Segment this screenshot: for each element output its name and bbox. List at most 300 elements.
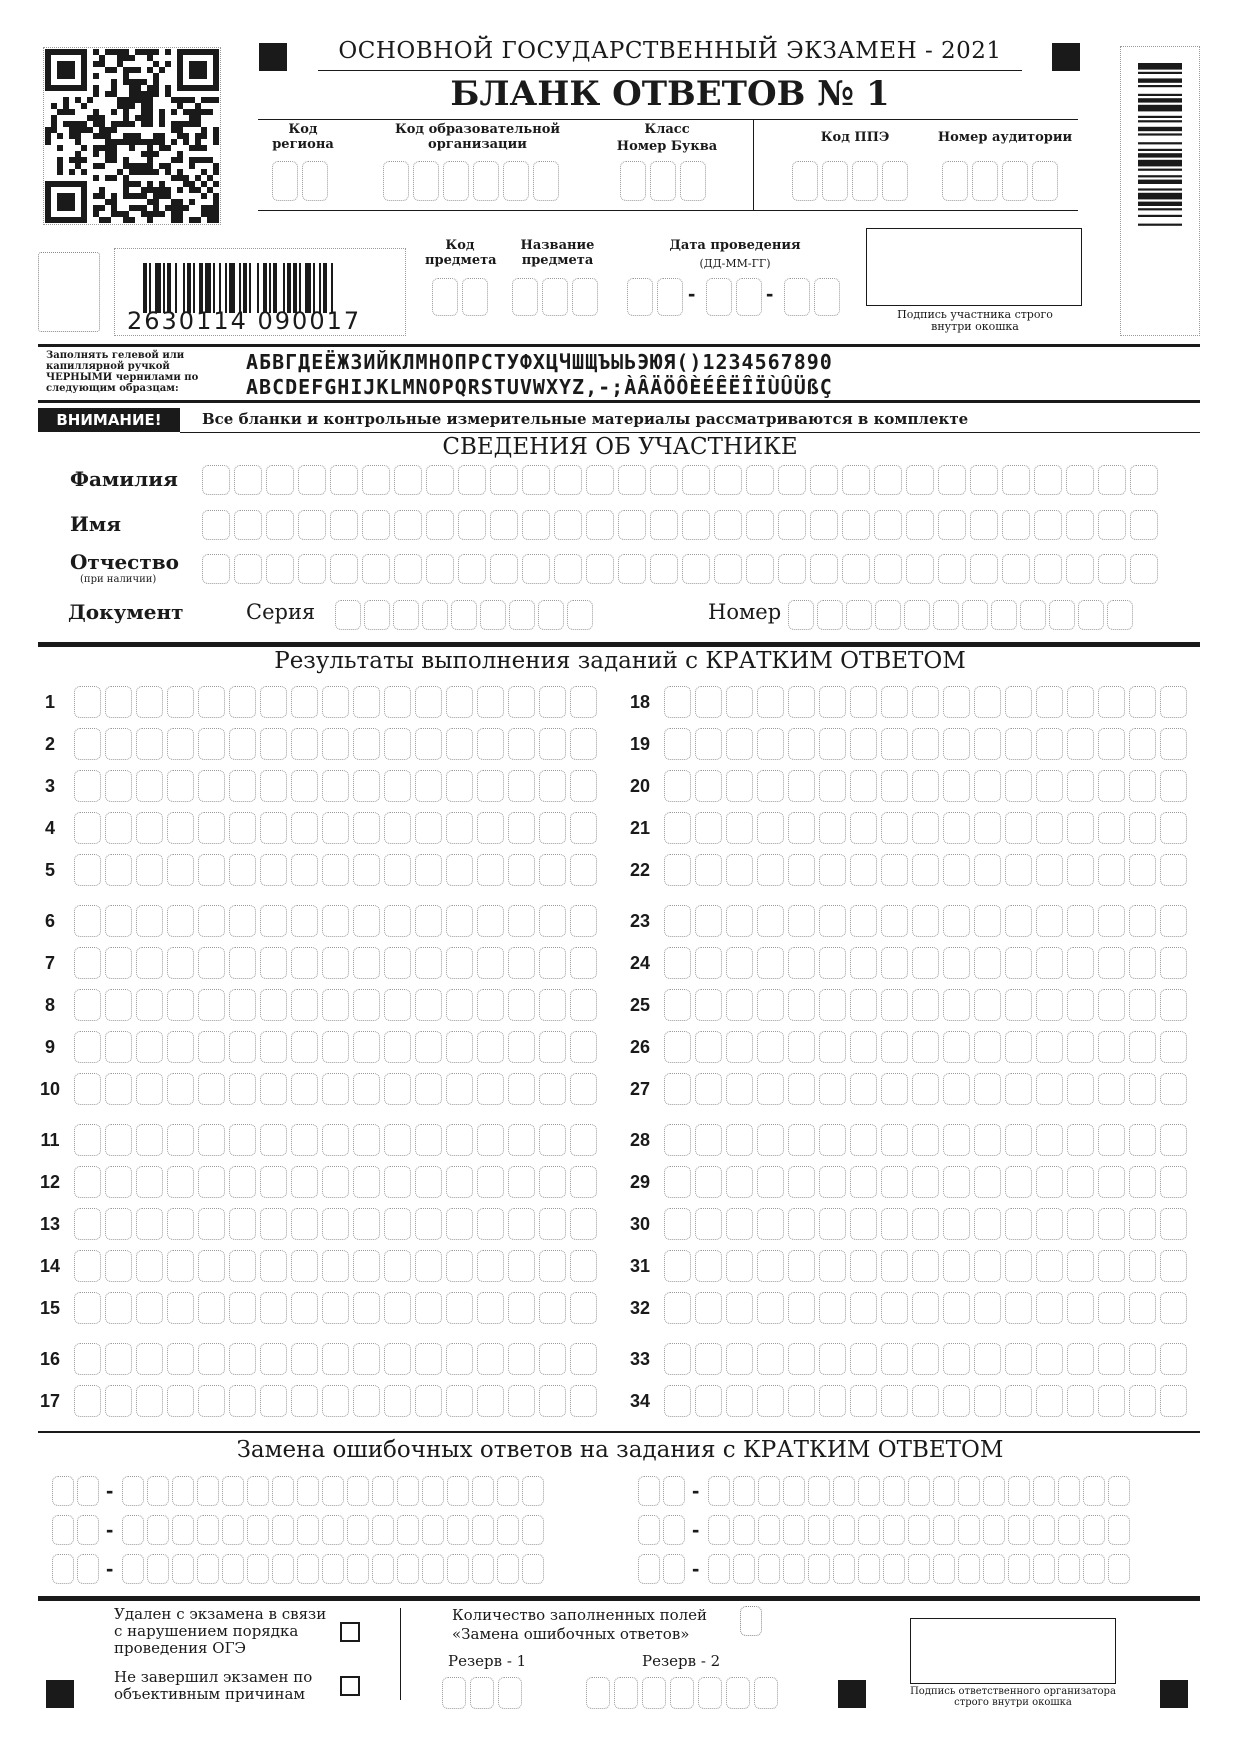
input-cell[interactable] (229, 1073, 256, 1105)
replacement-task-cells[interactable] (638, 1515, 688, 1545)
input-cell[interactable] (664, 1073, 691, 1105)
input-cell[interactable] (384, 1073, 411, 1105)
input-cell[interactable] (508, 989, 535, 1021)
input-cell[interactable] (497, 1515, 519, 1545)
input-cell[interactable] (757, 770, 784, 802)
input-cell[interactable] (1036, 854, 1063, 886)
replacement-task-cells[interactable] (52, 1515, 102, 1545)
input-cell[interactable] (808, 1515, 830, 1545)
input-cell[interactable] (726, 1292, 753, 1324)
input-cell[interactable] (1078, 600, 1104, 630)
input-cell[interactable] (570, 989, 597, 1021)
input-cell[interactable] (415, 1208, 442, 1240)
input-cell[interactable] (912, 905, 939, 937)
answer-cells[interactable] (664, 1292, 1191, 1324)
input-cell[interactable] (778, 510, 806, 540)
input-cell[interactable] (198, 1124, 225, 1156)
input-cell[interactable] (539, 1292, 566, 1324)
input-cell[interactable] (757, 812, 784, 844)
input-cell[interactable] (394, 465, 422, 495)
input-cell[interactable] (833, 1554, 855, 1584)
input-cell[interactable] (291, 1166, 318, 1198)
input-cell[interactable] (819, 989, 846, 1021)
input-cell[interactable] (415, 905, 442, 937)
input-cell[interactable] (229, 905, 256, 937)
input-cell[interactable] (1005, 1385, 1032, 1417)
input-cell[interactable] (1005, 854, 1032, 886)
input-cell[interactable] (477, 1166, 504, 1198)
subject-name-cells[interactable] (512, 278, 602, 316)
input-cell[interactable] (74, 812, 101, 844)
subject-code-cells[interactable] (432, 278, 492, 316)
input-cell[interactable] (422, 1554, 444, 1584)
input-cell[interactable] (508, 905, 535, 937)
answer-cells[interactable] (664, 1031, 1191, 1063)
input-cell[interactable] (788, 1343, 815, 1375)
input-cell[interactable] (912, 812, 939, 844)
input-cell[interactable] (1008, 1554, 1030, 1584)
input-cell[interactable] (726, 905, 753, 937)
input-cell[interactable] (446, 1166, 473, 1198)
input-cell[interactable] (833, 1515, 855, 1545)
input-cell[interactable] (881, 686, 908, 718)
input-cell[interactable] (554, 554, 582, 584)
input-cell[interactable] (1160, 1208, 1187, 1240)
input-cell[interactable] (330, 465, 358, 495)
input-cell[interactable] (347, 1476, 369, 1506)
input-cell[interactable] (52, 1554, 74, 1584)
input-cell[interactable] (788, 728, 815, 760)
input-cell[interactable] (384, 1031, 411, 1063)
input-cell[interactable] (1098, 989, 1125, 1021)
input-cell[interactable] (322, 728, 349, 760)
input-cell[interactable] (74, 947, 101, 979)
input-cell[interactable] (974, 905, 1001, 937)
input-cell[interactable] (974, 989, 1001, 1021)
input-cell[interactable] (1160, 905, 1187, 937)
input-cell[interactable] (1098, 905, 1125, 937)
input-cell[interactable] (1067, 947, 1094, 979)
input-cell[interactable] (1098, 728, 1125, 760)
input-cell[interactable] (726, 1250, 753, 1282)
input-cell[interactable] (136, 1208, 163, 1240)
input-cell[interactable] (260, 854, 287, 886)
input-cell[interactable] (446, 686, 473, 718)
input-cell[interactable] (942, 161, 968, 201)
input-cell[interactable] (819, 686, 846, 718)
input-cell[interactable] (458, 465, 486, 495)
input-cell[interactable] (291, 728, 318, 760)
input-cell[interactable] (1108, 1476, 1130, 1506)
region-code-cells[interactable] (272, 161, 332, 201)
input-cell[interactable] (586, 1677, 610, 1709)
input-cell[interactable] (247, 1515, 269, 1545)
input-cell[interactable] (105, 1073, 132, 1105)
input-cell[interactable] (508, 947, 535, 979)
input-cell[interactable] (446, 770, 473, 802)
input-cell[interactable] (384, 1166, 411, 1198)
input-cell[interactable] (1160, 1124, 1187, 1156)
input-cell[interactable] (335, 600, 361, 630)
input-cell[interactable] (353, 905, 380, 937)
input-cell[interactable] (819, 1166, 846, 1198)
input-cell[interactable] (695, 1073, 722, 1105)
input-cell[interactable] (291, 686, 318, 718)
name-cells[interactable] (202, 510, 1162, 540)
input-cell[interactable] (788, 812, 815, 844)
input-cell[interactable] (943, 728, 970, 760)
input-cell[interactable] (198, 1250, 225, 1282)
input-cell[interactable] (757, 947, 784, 979)
input-cell[interactable] (842, 554, 870, 584)
input-cell[interactable] (330, 510, 358, 540)
input-cell[interactable] (974, 1124, 1001, 1156)
input-cell[interactable] (850, 854, 877, 886)
input-cell[interactable] (1098, 510, 1126, 540)
input-cell[interactable] (908, 1554, 930, 1584)
input-cell[interactable] (726, 812, 753, 844)
input-cell[interactable] (105, 1031, 132, 1063)
input-cell[interactable] (298, 554, 326, 584)
input-cell[interactable] (539, 989, 566, 1021)
input-cell[interactable] (586, 510, 614, 540)
input-cell[interactable] (638, 1515, 660, 1545)
input-cell[interactable] (858, 1476, 880, 1506)
removed-checkbox[interactable] (340, 1622, 360, 1642)
input-cell[interactable] (1005, 812, 1032, 844)
input-cell[interactable] (1129, 905, 1156, 937)
input-cell[interactable] (783, 1476, 805, 1506)
input-cell[interactable] (508, 728, 535, 760)
input-cell[interactable] (1036, 989, 1063, 1021)
input-cell[interactable] (958, 1515, 980, 1545)
input-cell[interactable] (470, 1677, 494, 1709)
input-cell[interactable] (1098, 1073, 1125, 1105)
input-cell[interactable] (1066, 554, 1094, 584)
input-cell[interactable] (447, 1554, 469, 1584)
answer-cells[interactable] (74, 1343, 601, 1375)
input-cell[interactable] (353, 686, 380, 718)
input-cell[interactable] (943, 905, 970, 937)
input-cell[interactable] (1098, 465, 1126, 495)
input-cell[interactable] (695, 728, 722, 760)
input-cell[interactable] (788, 1124, 815, 1156)
input-cell[interactable] (1160, 728, 1187, 760)
input-cell[interactable] (477, 1292, 504, 1324)
input-cell[interactable] (912, 1031, 939, 1063)
input-cell[interactable] (260, 1292, 287, 1324)
input-cell[interactable] (1005, 1124, 1032, 1156)
input-cell[interactable] (384, 1292, 411, 1324)
input-cell[interactable] (912, 686, 939, 718)
answer-cells[interactable] (74, 989, 601, 1021)
input-cell[interactable] (1129, 1343, 1156, 1375)
input-cell[interactable] (943, 1031, 970, 1063)
input-cell[interactable] (883, 1554, 905, 1584)
participant-signature-box[interactable] (866, 228, 1082, 306)
input-cell[interactable] (52, 1476, 74, 1506)
input-cell[interactable] (570, 728, 597, 760)
input-cell[interactable] (222, 1515, 244, 1545)
not-finished-checkbox[interactable] (340, 1676, 360, 1696)
input-cell[interactable] (733, 1476, 755, 1506)
input-cell[interactable] (638, 1476, 660, 1506)
input-cell[interactable] (1067, 1124, 1094, 1156)
input-cell[interactable] (1049, 600, 1075, 630)
input-cell[interactable] (757, 1124, 784, 1156)
input-cell[interactable] (353, 728, 380, 760)
input-cell[interactable] (1083, 1476, 1105, 1506)
input-cell[interactable] (664, 854, 691, 886)
input-cell[interactable] (586, 465, 614, 495)
input-cell[interactable] (472, 1515, 494, 1545)
input-cell[interactable] (353, 947, 380, 979)
input-cell[interactable] (397, 1554, 419, 1584)
input-cell[interactable] (883, 1515, 905, 1545)
input-cell[interactable] (706, 278, 732, 316)
input-cell[interactable] (229, 686, 256, 718)
input-cell[interactable] (1098, 812, 1125, 844)
input-cell[interactable] (819, 770, 846, 802)
input-cell[interactable] (353, 1073, 380, 1105)
input-cell[interactable] (788, 1385, 815, 1417)
input-cell[interactable] (539, 812, 566, 844)
input-cell[interactable] (1129, 1124, 1156, 1156)
input-cell[interactable] (297, 1476, 319, 1506)
input-cell[interactable] (77, 1554, 99, 1584)
answer-cells[interactable] (74, 1166, 601, 1198)
input-cell[interactable] (74, 770, 101, 802)
input-cell[interactable] (572, 278, 598, 316)
input-cell[interactable] (1033, 1515, 1055, 1545)
input-cell[interactable] (1005, 1343, 1032, 1375)
input-cell[interactable] (384, 1343, 411, 1375)
answer-cells[interactable] (664, 854, 1191, 886)
input-cell[interactable] (74, 1250, 101, 1282)
input-cell[interactable] (933, 1476, 955, 1506)
input-cell[interactable] (539, 1166, 566, 1198)
input-cell[interactable] (522, 465, 550, 495)
input-cell[interactable] (570, 854, 597, 886)
input-cell[interactable] (353, 770, 380, 802)
input-cell[interactable] (726, 1208, 753, 1240)
input-cell[interactable] (682, 554, 710, 584)
input-cell[interactable] (783, 1554, 805, 1584)
input-cell[interactable] (664, 1343, 691, 1375)
input-cell[interactable] (322, 947, 349, 979)
input-cell[interactable] (1130, 554, 1158, 584)
input-cell[interactable] (266, 510, 294, 540)
input-cell[interactable] (480, 600, 506, 630)
input-cell[interactable] (1036, 686, 1063, 718)
input-cell[interactable] (198, 1385, 225, 1417)
input-cell[interactable] (664, 728, 691, 760)
input-cell[interactable] (817, 600, 843, 630)
input-cell[interactable] (1098, 1031, 1125, 1063)
input-cell[interactable] (384, 812, 411, 844)
input-cell[interactable] (229, 1124, 256, 1156)
input-cell[interactable] (1129, 686, 1156, 718)
input-cell[interactable] (74, 686, 101, 718)
input-cell[interactable] (1160, 1343, 1187, 1375)
input-cell[interactable] (714, 510, 742, 540)
input-cell[interactable] (757, 1208, 784, 1240)
input-cell[interactable] (850, 1208, 877, 1240)
input-cell[interactable] (695, 1166, 722, 1198)
input-cell[interactable] (822, 161, 848, 201)
input-cell[interactable] (1129, 812, 1156, 844)
input-cell[interactable] (222, 1554, 244, 1584)
input-cell[interactable] (442, 1677, 466, 1709)
input-cell[interactable] (1067, 989, 1094, 1021)
input-cell[interactable] (881, 1343, 908, 1375)
input-cell[interactable] (167, 947, 194, 979)
input-cell[interactable] (943, 770, 970, 802)
answer-cells[interactable] (664, 1385, 1191, 1417)
input-cell[interactable] (850, 1385, 877, 1417)
input-cell[interactable] (198, 1073, 225, 1105)
input-cell[interactable] (105, 947, 132, 979)
input-cell[interactable] (446, 947, 473, 979)
input-cell[interactable] (783, 1515, 805, 1545)
input-cell[interactable] (1066, 510, 1094, 540)
input-cell[interactable] (663, 1554, 685, 1584)
input-cell[interactable] (943, 686, 970, 718)
input-cell[interactable] (881, 770, 908, 802)
input-cell[interactable] (912, 1385, 939, 1417)
input-cell[interactable] (664, 1385, 691, 1417)
reserve2-cells[interactable] (586, 1677, 782, 1709)
replacement-task-cells[interactable] (638, 1554, 688, 1584)
input-cell[interactable] (477, 905, 504, 937)
input-cell[interactable] (1036, 1073, 1063, 1105)
input-cell[interactable] (297, 1554, 319, 1584)
input-cell[interactable] (446, 854, 473, 886)
input-cell[interactable] (1160, 1250, 1187, 1282)
answer-cells[interactable] (664, 1343, 1191, 1375)
input-cell[interactable] (819, 905, 846, 937)
input-cell[interactable] (105, 1292, 132, 1324)
input-cell[interactable] (1067, 686, 1094, 718)
input-cell[interactable] (1020, 600, 1046, 630)
input-cell[interactable] (415, 989, 442, 1021)
input-cell[interactable] (1098, 1208, 1125, 1240)
input-cell[interactable] (229, 1343, 256, 1375)
input-cell[interactable] (570, 905, 597, 937)
input-cell[interactable] (881, 989, 908, 1021)
input-cell[interactable] (136, 947, 163, 979)
input-cell[interactable] (570, 686, 597, 718)
input-cell[interactable] (353, 1385, 380, 1417)
input-cell[interactable] (539, 1208, 566, 1240)
input-cell[interactable] (508, 1073, 535, 1105)
input-cell[interactable] (792, 161, 818, 201)
input-cell[interactable] (570, 1343, 597, 1375)
input-cell[interactable] (508, 1250, 535, 1282)
input-cell[interactable] (746, 510, 774, 540)
input-cell[interactable] (904, 600, 930, 630)
input-cell[interactable] (229, 770, 256, 802)
input-cell[interactable] (708, 1554, 730, 1584)
input-cell[interactable] (881, 854, 908, 886)
input-cell[interactable] (1005, 905, 1032, 937)
input-cell[interactable] (384, 1208, 411, 1240)
ppe-code-cells[interactable] (792, 161, 912, 201)
input-cell[interactable] (974, 1208, 1001, 1240)
input-cell[interactable] (810, 510, 838, 540)
input-cell[interactable] (74, 1031, 101, 1063)
input-cell[interactable] (819, 854, 846, 886)
input-cell[interactable] (638, 1554, 660, 1584)
input-cell[interactable] (105, 770, 132, 802)
input-cell[interactable] (291, 854, 318, 886)
input-cell[interactable] (1034, 510, 1062, 540)
input-cell[interactable] (695, 686, 722, 718)
input-cell[interactable] (908, 1476, 930, 1506)
input-cell[interactable] (512, 278, 538, 316)
input-cell[interactable] (881, 1073, 908, 1105)
input-cell[interactable] (1098, 1124, 1125, 1156)
input-cell[interactable] (882, 161, 908, 201)
replacement-answer-cells[interactable] (122, 1515, 547, 1545)
input-cell[interactable] (477, 1124, 504, 1156)
input-cell[interactable] (260, 1124, 287, 1156)
input-cell[interactable] (1160, 1385, 1187, 1417)
input-cell[interactable] (105, 905, 132, 937)
input-cell[interactable] (322, 1292, 349, 1324)
input-cell[interactable] (1129, 854, 1156, 886)
input-cell[interactable] (415, 854, 442, 886)
input-cell[interactable] (906, 510, 934, 540)
input-cell[interactable] (1036, 947, 1063, 979)
input-cell[interactable] (362, 554, 390, 584)
input-cell[interactable] (522, 554, 550, 584)
answer-cells[interactable] (74, 905, 601, 937)
input-cell[interactable] (490, 465, 518, 495)
input-cell[interactable] (477, 686, 504, 718)
input-cell[interactable] (353, 989, 380, 1021)
input-cell[interactable] (650, 554, 678, 584)
input-cell[interactable] (912, 947, 939, 979)
input-cell[interactable] (539, 1031, 566, 1063)
input-cell[interactable] (74, 905, 101, 937)
input-cell[interactable] (260, 1166, 287, 1198)
input-cell[interactable] (758, 1515, 780, 1545)
input-cell[interactable] (1098, 1250, 1125, 1282)
input-cell[interactable] (726, 1343, 753, 1375)
input-cell[interactable] (291, 1031, 318, 1063)
input-cell[interactable] (664, 686, 691, 718)
input-cell[interactable] (522, 510, 550, 540)
input-cell[interactable] (539, 728, 566, 760)
input-cell[interactable] (943, 812, 970, 844)
input-cell[interactable] (384, 728, 411, 760)
input-cell[interactable] (788, 854, 815, 886)
input-cell[interactable] (147, 1476, 169, 1506)
input-cell[interactable] (451, 600, 477, 630)
input-cell[interactable] (819, 947, 846, 979)
input-cell[interactable] (788, 905, 815, 937)
input-cell[interactable] (105, 1166, 132, 1198)
input-cell[interactable] (1005, 1073, 1032, 1105)
input-cell[interactable] (229, 1385, 256, 1417)
input-cell[interactable] (570, 1292, 597, 1324)
input-cell[interactable] (229, 854, 256, 886)
input-cell[interactable] (446, 1124, 473, 1156)
input-cell[interactable] (122, 1476, 144, 1506)
input-cell[interactable] (695, 905, 722, 937)
input-cell[interactable] (229, 1031, 256, 1063)
